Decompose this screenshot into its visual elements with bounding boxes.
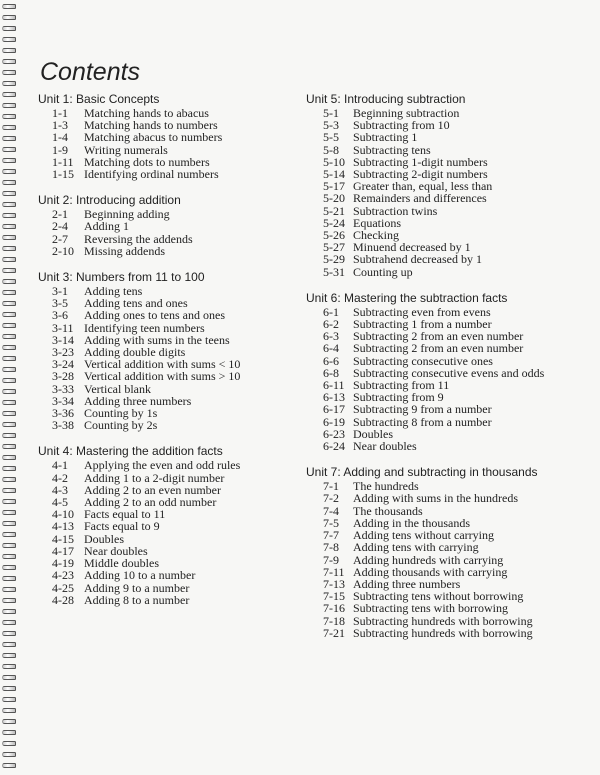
unit-section (38, 270, 293, 431)
spiral-ring (2, 455, 16, 460)
lesson-entry (38, 459, 293, 471)
lesson-entry (38, 496, 293, 508)
lesson-name: Equations (353, 215, 401, 230)
lesson-number: 7-8 (323, 540, 339, 555)
spiral-ring (2, 334, 16, 339)
lesson-number: 7-13 (323, 576, 345, 591)
spiral-ring (2, 730, 16, 735)
lesson-name: Counting up (353, 264, 413, 279)
lesson-name: Subtracting tens (353, 142, 431, 157)
lesson-entry (306, 615, 591, 627)
lesson-number: 6-24 (323, 439, 345, 454)
spiral-ring (2, 565, 16, 570)
unit-title: Unit 1: Basic Concepts (38, 92, 160, 106)
lesson-name: Subtracting consecutive ones (353, 353, 493, 368)
lesson-name: Adding tens and ones (84, 296, 188, 311)
spiral-ring (2, 609, 16, 614)
lesson-number: 5-1 (323, 106, 339, 120)
lesson-entry (38, 309, 293, 321)
lesson-name: Adding 2 to an odd number (84, 495, 217, 510)
lesson-number: 5-10 (323, 154, 345, 169)
lesson-name: Writing numerals (84, 142, 168, 157)
lesson-entry (306, 416, 591, 428)
lesson-entry (38, 370, 293, 382)
lesson-name: Adding tens (84, 284, 143, 299)
lesson-name: Subtracting from 11 (353, 378, 450, 393)
spiral-ring (2, 411, 16, 416)
lesson-name: Adding with sums in the teens (84, 332, 230, 347)
spiral-ring (2, 708, 16, 713)
lesson-name: Subtracting hundreds with borrowing (353, 613, 533, 628)
lesson-number: 3-14 (52, 332, 74, 347)
lesson-number: 1-15 (52, 167, 74, 182)
spiral-ring (2, 147, 16, 152)
lesson-number: 1-1 (52, 106, 68, 120)
lesson-name: Remainders and differences (353, 191, 487, 206)
lesson-number: 3-11 (52, 320, 74, 335)
spiral-ring (2, 70, 16, 75)
lesson-entry (306, 144, 591, 156)
lesson-number: 5-3 (323, 118, 339, 133)
lesson-entry (306, 131, 591, 143)
lesson-number: 4-28 (52, 592, 74, 607)
spiral-ring (2, 180, 16, 185)
lesson-name: Vertical blank (84, 381, 151, 396)
lesson-name: Adding 2 to an even number (84, 482, 221, 497)
lesson-name: Adding 8 to a number (84, 592, 190, 607)
unit-section (38, 92, 293, 180)
lesson-name: Adding three numbers (84, 393, 192, 408)
lesson-name: Adding 10 to a number (84, 568, 196, 583)
spiral-ring (2, 323, 16, 328)
lesson-name: The thousands (353, 503, 423, 518)
lesson-entry (306, 440, 591, 452)
spiral-binding (0, 4, 20, 774)
lesson-entry (306, 253, 591, 265)
lesson-name: Doubles (353, 426, 393, 441)
spiral-ring (2, 444, 16, 449)
spiral-ring (2, 697, 16, 702)
spiral-ring (2, 521, 16, 526)
lesson-number: 4-17 (52, 543, 74, 558)
lesson-name: Subtracting from 9 (353, 390, 444, 405)
spiral-ring (2, 169, 16, 174)
lesson-number: 3-5 (52, 296, 68, 311)
lesson-entry (38, 208, 293, 220)
unit-section (38, 444, 293, 605)
lesson-name: Applying the even and odd rules (84, 458, 241, 473)
spiral-ring (2, 741, 16, 746)
spiral-ring (2, 103, 16, 108)
lesson-number: 5-31 (323, 264, 345, 279)
lesson-name: Adding tens without carrying (353, 528, 494, 543)
spiral-ring (2, 598, 16, 603)
lesson-number: 5-27 (323, 240, 345, 255)
spiral-ring (2, 477, 16, 482)
lesson-entry (38, 233, 293, 245)
lesson-name: Subtracting 2 from an even number (353, 341, 524, 356)
lesson-number: 3-23 (52, 345, 74, 360)
lesson-number: 3-38 (52, 418, 74, 433)
lesson-entry (38, 168, 293, 180)
lesson-number: 6-2 (323, 317, 339, 332)
spiral-ring (2, 26, 16, 31)
spiral-ring (2, 213, 16, 218)
spiral-ring (2, 224, 16, 229)
lesson-name: Subtracting 2-digit numbers (353, 167, 488, 182)
lesson-number: 5-5 (323, 130, 339, 145)
spiral-ring (2, 554, 16, 559)
lesson-name: Subtracting 1-digit numbers (353, 154, 488, 169)
lesson-name: Adding hundreds with carrying (353, 552, 504, 567)
lesson-entry (306, 403, 591, 415)
lesson-name: Near doubles (84, 543, 148, 558)
lesson-number: 6-6 (323, 353, 339, 368)
lesson-entry (306, 119, 591, 131)
spiral-ring (2, 389, 16, 394)
lesson-number: 1-4 (52, 130, 68, 145)
spiral-ring (2, 433, 16, 438)
spiral-ring (2, 400, 16, 405)
lesson-entry (306, 602, 591, 614)
lesson-entry (38, 131, 293, 143)
lesson-name: Vertical addition with sums < 10 (84, 357, 241, 372)
lesson-entry (38, 545, 293, 557)
lesson-entry (306, 192, 591, 204)
spiral-ring (2, 92, 16, 97)
lesson-entry (38, 533, 293, 545)
lesson-number: 5-14 (323, 167, 345, 182)
lesson-name: Matching hands to numbers (84, 118, 218, 133)
unit-section (306, 291, 591, 452)
unit-title: Unit 7: Adding and subtracting in thousands (306, 465, 538, 480)
unit-title: Unit 2: Introducing addition (38, 193, 181, 208)
lesson-number: 1-11 (52, 154, 74, 169)
lesson-number: 2-7 (52, 231, 68, 246)
lesson-name: Subtrahend decreased by 1 (353, 252, 482, 267)
lesson-number: 2-10 (52, 243, 74, 258)
lesson-entry (306, 492, 591, 504)
lesson-number: 7-15 (323, 589, 345, 604)
lesson-entry (38, 220, 293, 232)
spiral-ring (2, 15, 16, 20)
lesson-name: Subtracting 1 (353, 130, 418, 145)
lesson-entry (306, 342, 591, 354)
spiral-ring (2, 620, 16, 625)
lesson-name: Identifying teen numbers (84, 320, 205, 335)
lesson-number: 5-29 (323, 252, 345, 267)
lesson-name: Checking (353, 228, 399, 243)
lesson-name: Matching hands to abacus (84, 106, 209, 120)
spiral-ring (2, 246, 16, 251)
lesson-name: Missing addends (84, 243, 165, 258)
lesson-number: 7-4 (323, 503, 339, 518)
lesson-number: 4-15 (52, 531, 74, 546)
unit-section (306, 465, 591, 639)
lesson-number: 5-26 (323, 228, 345, 243)
lesson-entry (38, 245, 293, 257)
spiral-ring (2, 763, 16, 768)
unit-title: Unit 3: Numbers from 11 to 100 (38, 270, 205, 285)
lesson-name: Subtracting tens without borrowing (353, 589, 524, 604)
lesson-number: 6-23 (323, 426, 345, 441)
spiral-ring (2, 345, 16, 350)
lesson-name: Counting by 1s (84, 406, 158, 421)
spiral-ring (2, 81, 16, 86)
unit-title: Unit 4: Mastering the addition facts (38, 444, 223, 459)
lesson-number: 5-20 (323, 191, 345, 206)
spiral-ring (2, 532, 16, 537)
lesson-number: 2-4 (52, 219, 68, 234)
lesson-name: Minuend decreased by 1 (353, 240, 471, 255)
lesson-number: 7-2 (323, 491, 339, 506)
lesson-number: 5-21 (323, 203, 345, 218)
lesson-name: Adding tens with carrying (353, 540, 479, 555)
spiral-ring (2, 587, 16, 592)
lesson-number: 6-19 (323, 414, 345, 429)
lesson-number: 5-8 (323, 142, 339, 157)
spiral-ring (2, 631, 16, 636)
lesson-name: Subtracting hundreds with borrowing (353, 625, 533, 640)
lesson-number: 6-17 (323, 402, 345, 417)
lesson-number: 7-11 (323, 564, 345, 579)
spiral-ring (2, 125, 16, 130)
spiral-ring (2, 235, 16, 240)
lesson-entry (38, 144, 293, 156)
lesson-name: Greater than, equal, less than (353, 179, 493, 194)
lesson-name: Adding double digits (84, 345, 186, 360)
spiral-ring (2, 48, 16, 53)
spiral-ring (2, 59, 16, 64)
lesson-number: 3-6 (52, 308, 68, 323)
spiral-ring (2, 510, 16, 515)
spiral-ring (2, 642, 16, 647)
lesson-name: Reversing the addends (84, 231, 193, 246)
lesson-name: Counting by 2s (84, 418, 158, 433)
lesson-number: 6-3 (323, 329, 339, 344)
spiral-ring (2, 114, 16, 119)
lesson-name: Matching dots to numbers (84, 154, 210, 169)
spiral-ring (2, 37, 16, 42)
lesson-number: 5-24 (323, 215, 345, 230)
lesson-entry (306, 541, 591, 553)
lesson-name: Facts equal to 11 (84, 507, 166, 522)
spiral-ring (2, 257, 16, 262)
lesson-number: 1-3 (52, 118, 68, 133)
lesson-number: 3-33 (52, 381, 74, 396)
lesson-number: 3-34 (52, 393, 74, 408)
spiral-ring (2, 301, 16, 306)
lesson-name: Adding thousands with carrying (353, 564, 508, 579)
lesson-name: Subtracting 1 from a number (353, 317, 492, 332)
lesson-name: Adding 1 to a 2-digit number (84, 470, 225, 485)
lesson-number: 4-5 (52, 495, 68, 510)
lesson-number: 1-9 (52, 142, 68, 157)
spiral-ring (2, 312, 16, 317)
spiral-ring (2, 488, 16, 493)
lesson-number: 4-10 (52, 507, 74, 522)
lesson-number: 7-9 (323, 552, 339, 567)
lesson-entry (38, 508, 293, 520)
lesson-number: 4-2 (52, 470, 68, 485)
lesson-entry (38, 520, 293, 532)
spiral-ring (2, 675, 16, 680)
lesson-name: Facts equal to 9 (84, 519, 160, 534)
lesson-name: Adding with sums in the hundreds (353, 491, 518, 506)
lesson-name: Subtracting tens with borrowing (353, 601, 508, 616)
spiral-ring (2, 686, 16, 691)
lesson-entry (38, 395, 293, 407)
unit-title: Unit 5: Introducing subtraction (306, 92, 466, 106)
lesson-name: Adding ones to tens and ones (84, 308, 225, 323)
unit-title: Unit 6: Mastering the subtraction facts (306, 290, 508, 305)
lesson-entry (306, 627, 591, 639)
lesson-name: Matching abacus to numbers (84, 130, 223, 145)
lesson-number: 6-11 (323, 378, 345, 393)
spiral-ring (2, 499, 16, 504)
lesson-number: 3-36 (52, 406, 74, 421)
lesson-name: Adding three numbers (353, 576, 461, 591)
lesson-number: 6-8 (323, 365, 339, 380)
lesson-entry (38, 419, 293, 431)
lesson-number: 3-24 (52, 357, 74, 372)
lesson-number: 7-21 (323, 625, 345, 640)
lesson-entry (306, 217, 591, 229)
lesson-name: Subtracting even from evens (353, 304, 491, 319)
lesson-entry (306, 266, 591, 278)
lesson-number: 6-1 (323, 304, 339, 319)
lesson-name: Subtracting 9 from a number (353, 402, 492, 417)
lesson-name: The hundreds (353, 479, 419, 494)
lesson-number: 7-16 (323, 601, 345, 616)
spiral-ring (2, 378, 16, 383)
lesson-name: Adding 1 (84, 219, 129, 234)
lesson-number: 7-5 (323, 515, 339, 530)
lesson-entry (38, 594, 293, 606)
lesson-entry (38, 582, 293, 594)
lesson-name: Beginning adding (84, 207, 170, 222)
spiral-ring (2, 653, 16, 658)
lesson-number: 7-1 (323, 479, 339, 494)
left-column (38, 92, 293, 619)
lesson-name: Subtracting 2 from an even number (353, 329, 524, 344)
spiral-ring (2, 752, 16, 757)
spiral-ring (2, 576, 16, 581)
lesson-name: Vertical addition with sums > 10 (84, 369, 241, 384)
spiral-ring (2, 466, 16, 471)
lesson-number: 4-19 (52, 556, 74, 571)
lesson-entry (38, 407, 293, 419)
lesson-entry (38, 569, 293, 581)
lesson-name: Subtraction twins (353, 203, 438, 218)
page-title: Contents (40, 58, 141, 86)
unit-section (306, 92, 591, 278)
lesson-number: 7-18 (323, 613, 345, 628)
spiral-ring (2, 543, 16, 548)
spiral-ring (2, 664, 16, 669)
spiral-ring (2, 719, 16, 724)
lesson-number: 4-23 (52, 568, 74, 583)
lesson-name: Adding 9 to a number (84, 580, 190, 595)
lesson-entry (306, 205, 591, 217)
spiral-ring (2, 290, 16, 295)
spiral-ring (2, 279, 16, 284)
lesson-number: 4-1 (52, 458, 68, 473)
lesson-name: Doubles (84, 531, 124, 546)
spiral-ring (2, 356, 16, 361)
lesson-name: Beginning subtraction (353, 106, 460, 120)
lesson-number: 2-1 (52, 207, 68, 222)
lesson-name: Subtracting from 10 (353, 118, 450, 133)
lesson-entry (306, 379, 591, 391)
lesson-number: 6-4 (323, 341, 339, 356)
lesson-number: 4-13 (52, 519, 74, 534)
right-column (306, 92, 591, 652)
lesson-number: 5-17 (323, 179, 345, 194)
lesson-number: 3-28 (52, 369, 74, 384)
spiral-ring (2, 367, 16, 372)
spiral-ring (2, 191, 16, 196)
lesson-entry (306, 554, 591, 566)
lesson-name: Adding in the thousands (353, 515, 470, 530)
spiral-ring (2, 158, 16, 163)
spiral-ring (2, 202, 16, 207)
lesson-name: Near doubles (353, 439, 417, 454)
lesson-name: Middle doubles (84, 556, 159, 571)
lesson-number: 6-13 (323, 390, 345, 405)
lesson-name: Subtracting 8 from a number (353, 414, 492, 429)
lesson-number: 4-25 (52, 580, 74, 595)
lesson-entry (306, 428, 591, 440)
unit-section (38, 193, 293, 257)
spiral-ring (2, 422, 16, 427)
lesson-entry (38, 322, 293, 334)
spiral-ring (2, 4, 16, 9)
lesson-name: Subtracting consecutive evens and odds (353, 365, 545, 380)
lesson-name: Identifying ordinal numbers (84, 167, 219, 182)
spiral-ring (2, 136, 16, 141)
spiral-ring (2, 268, 16, 273)
lesson-number: 3-1 (52, 284, 68, 299)
lesson-number: 4-3 (52, 482, 68, 497)
lesson-number: 7-7 (323, 528, 339, 543)
